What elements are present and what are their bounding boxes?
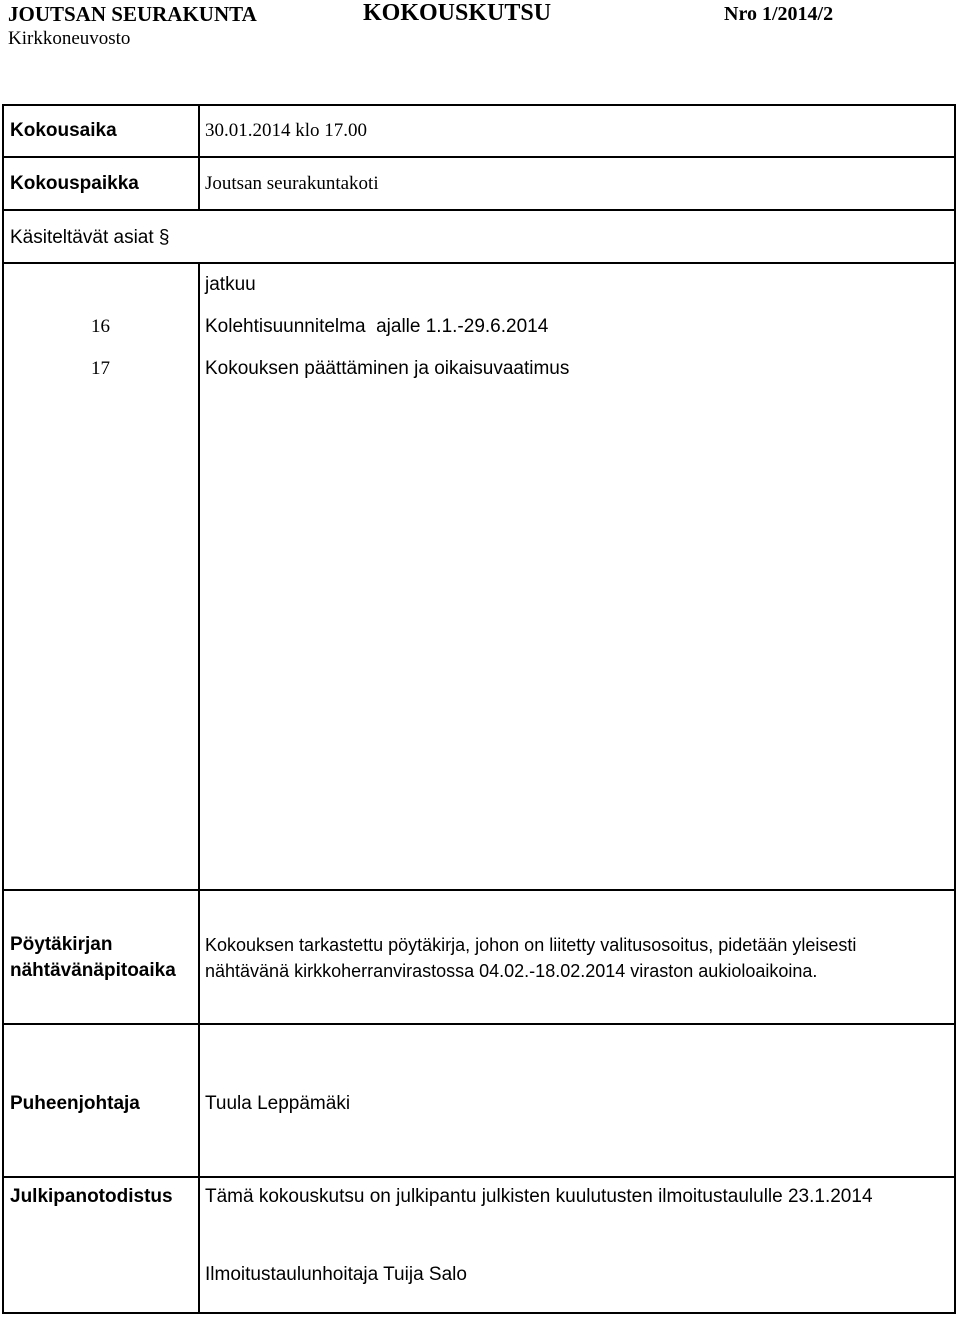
organization-name: JOUTSAN SEURAKUNTA [8,2,257,26]
agenda-item-title: Kolehtisuunnitelma ajalle 1.1.-29.6.2014 [205,316,549,337]
governing-body: Kirkkoneuvosto [8,28,131,49]
minutes-text-line2: nähtävänä kirkkoherranvirastossa 04.02.-18.02.2014 viraston aukioloaikoina. [205,961,818,981]
row-divider [2,156,956,158]
posting-text: Tämä kokouskutsu on julkipantu julkisten kuulutusten ilmoitustaululle 23.1.2014 [205,1186,873,1207]
minutes-label-line2: nähtävänäpitoaika [10,960,176,981]
row-divider [2,262,956,264]
meeting-place-label: Kokouspaikka [10,173,139,194]
minutes-label-line1: Pöytäkirjan [10,934,113,955]
chair-label: Puheenjohtaja [10,1093,140,1114]
meeting-time-label: Kokousaika [10,120,117,141]
document-number: Nro 1/2014/2 [724,3,834,25]
posting-signer: Ilmoitustaulunhoitaja Tuija Salo [205,1264,467,1285]
agenda-item-number: 17 [91,358,110,379]
document-type: KOKOUSKUTSU [363,0,552,26]
agenda-item-title: Kokouksen päättäminen ja oikaisuvaatimus [205,358,570,379]
meeting-table [2,104,956,1314]
meeting-place-value: Joutsan seurakuntakoti [205,173,379,194]
row-divider [2,209,956,211]
meeting-time-value: 30.01.2014 klo 17.00 [205,120,368,141]
column-divider [198,104,200,209]
agenda-heading: Käsiteltävät asiat § [10,227,170,248]
column-divider [198,262,200,1314]
agenda-continued: jatkuu [205,274,256,295]
row-divider [2,1176,956,1178]
posting-label: Julkipanotodistus [10,1186,173,1207]
row-divider [2,1023,956,1025]
minutes-text-line1: Kokouksen tarkastettu pöytäkirja, johon on liitetty valitusosoitus, pidetään yleisesti [205,935,857,955]
chair-name: Tuula Leppämäki [205,1093,351,1114]
row-divider [2,889,956,891]
agenda-item-number: 16 [91,316,110,337]
